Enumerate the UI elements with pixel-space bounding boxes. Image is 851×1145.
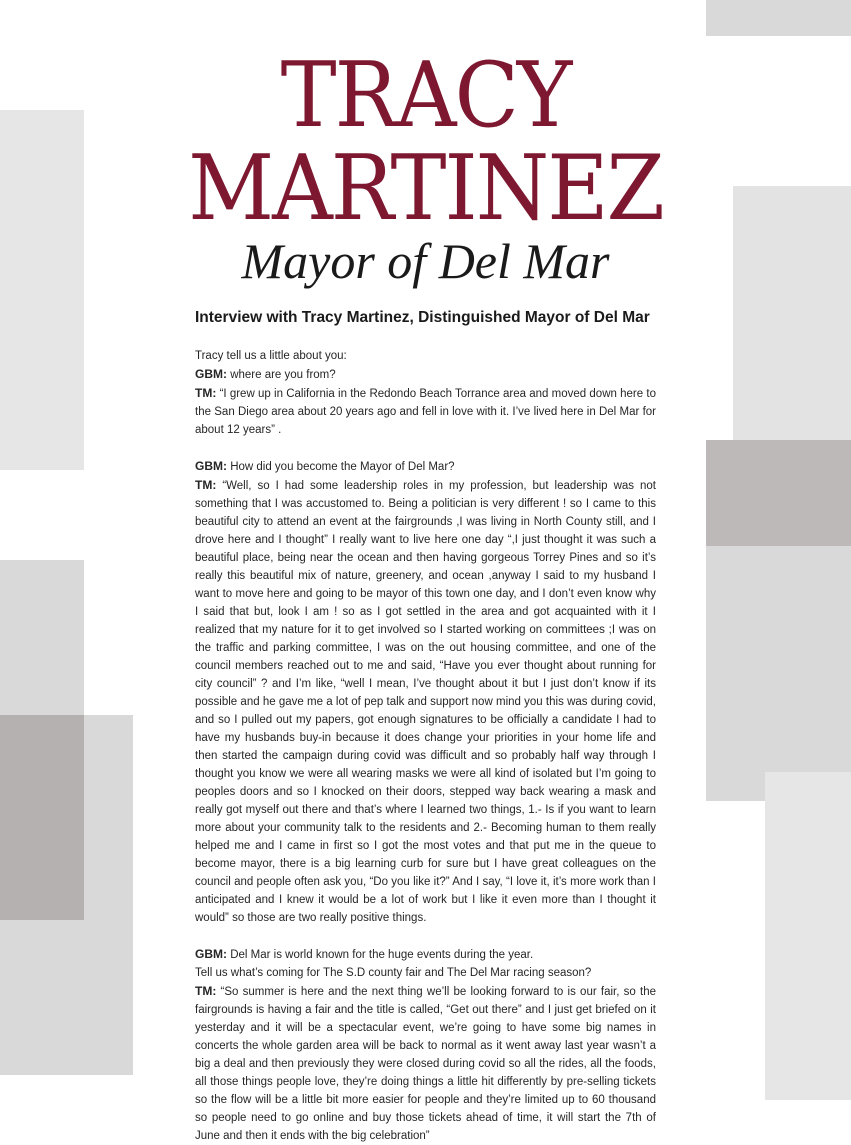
- paragraph-gap: [195, 439, 656, 457]
- background-block: [706, 546, 851, 801]
- background-block: [0, 560, 84, 715]
- answer-paragraph: [195, 384, 656, 439]
- article-heading: Interview with Tracy Martinez, Distinguished Mayor of Del Mar: [195, 309, 650, 326]
- speaker-label: TM:: [195, 386, 217, 400]
- answer-text: “I grew up in California in the Redondo Beach Torrance area and moved down here to the San Diego area about 20 years ago and fell in love with it. I’ve lived here in Del Mar for about 12 years” .: [195, 388, 656, 436]
- question-followup: Tell us what’s coming for The S.D county fair and The Del Mar racing season?: [195, 967, 592, 979]
- background-block: [0, 920, 84, 1075]
- background-block: [84, 715, 133, 1075]
- background-block: [0, 715, 84, 920]
- question-paragraph: [195, 365, 656, 384]
- question-paragraph: [195, 945, 656, 964]
- question-text: Del Mar is world known for the huge events during the year.: [227, 949, 534, 961]
- background-block: [706, 0, 851, 36]
- intro-line: Tracy tell us a little about you:: [195, 350, 347, 362]
- background-block: [765, 772, 851, 1100]
- article-body: [195, 347, 656, 1145]
- title-first-name: TRACY: [280, 42, 571, 148]
- speaker-label: TM:: [195, 984, 217, 998]
- question-text: How did you become the Mayor of Del Mar?: [227, 461, 455, 473]
- question-text: where are you from?: [227, 369, 336, 381]
- question-paragraph: [195, 457, 656, 476]
- answer-text: “So summer is here and the next thing we’ll be looking forward to is our fair, so the fairgrounds is having a fair and the title is called, “Get out there” and I just get briefed on it yesterday and it will be a spectacular event, we’re going to have some big names in concerts the whole garden area will be back to normal as it went away last year wasn’t a big a deal and then previously they were closed during covid so all the rides, all the foods, all those things people love, they’re doing things a little hit differently by pre-selling tickets so the flow will be a little bit more easier for people and they’re limited up to 60 thousand so people need to go online and buy those tickets ahead of time, it will start the 7th of June and then it ends with the big celebration”: [195, 986, 656, 1142]
- answer-text: “Well, so I had some leadership roles in my profession, but leadership was not something that I was accustomed to. Being a politician is very different ! so I came to this beautiful city to attend an event at the fairgrounds ,I was living in North County still, and I drove here and I thought” I really want to live here one day “,I just thought it was such a beautiful place, being near the ocean and then having gorgeous Torrey Pines and so it’s really this beautiful mix of nature, greenery, and ocean ,anyway I said to my husband I want to move here and going to be mayor of this town one day, and I don’t even know why I said that but, look I am ! so as I got settled in the area and got acquainted with it I realized that my nature for it to get involved so I started working on committees ;I was on the traffic and parking committee, I was on the out housing committee, and one of the council members reached out to me and said, “Have you ever thought about running for city council” ? and I’m like, “well I mean, I’ve thought about it but I just don’t know if its possible and he gave me a lot of pep talk and support now mind you this was during covid, and so I pulled out my papers, got enough signatures to be officially a candidate I had to have my husbands buy-in because it does change your priorities in your home life and then started the campaign during covid was difficult and so probably half way through I thought you know we were all wearing masks we were all kind of isolated but I’m going to peoples doors and so I knocked on their doors, stepped way back wearing a mask and really got myself out there and that’s where I learned two things, 1.- Is if you want to learn more about your community talk to the residents and 2.- Becoming human to them really helped me and I came in first so I got the most votes and that put me in the queue to become mayor, there is a big learning curb for sure but I have great colleagues on the council and people often ask you, “Do you like it?” And I say, “I love it, it’s more work than I anticipated and I knew it would be a lot of work but I like it even more than I thought it would” so those are two really positive things.: [195, 480, 656, 924]
- title-last-name: MARTINEZ: [188, 135, 663, 241]
- speaker-label: GBM:: [195, 459, 227, 473]
- speaker-label: TM:: [195, 478, 217, 492]
- answer-paragraph: [195, 476, 656, 927]
- answer-paragraph: [195, 982, 656, 1145]
- background-block: [706, 440, 851, 546]
- paragraph-gap: [195, 927, 656, 945]
- subtitle: Mayor of Del Mar: [241, 233, 610, 289]
- speaker-label: GBM:: [195, 367, 227, 381]
- speaker-label: GBM:: [195, 947, 227, 961]
